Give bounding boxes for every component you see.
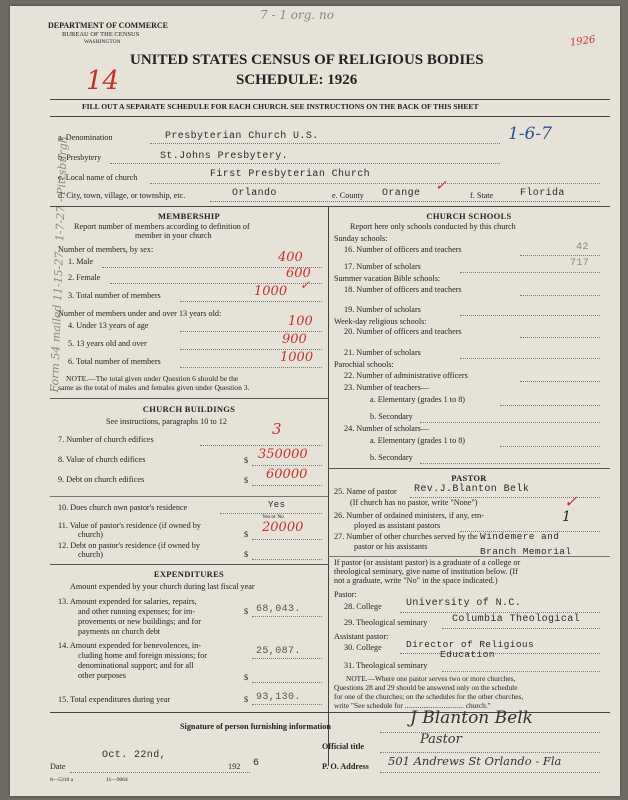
benevolences-label-4: other purposes xyxy=(78,671,126,680)
scholars-elementary-label: a. Elementary (grades 1 to 8) xyxy=(370,436,466,445)
signature-label: Signature of person furnishing information xyxy=(180,722,331,731)
date-value: Oct. 22nd, xyxy=(102,750,167,761)
assistant-ministers-label-2: ployed as assistant pastors xyxy=(354,521,441,530)
po-address: 501 Andrews St Orlando - Fla xyxy=(388,754,562,768)
benevolences-label-2: cluding home and foreign missions; for xyxy=(78,651,207,660)
pencil-annotation: 7 - 1 org. no xyxy=(260,8,334,22)
city-label: WASHINGTON xyxy=(84,39,121,45)
total-members-label: 3. Total number of members xyxy=(68,291,161,300)
summer-officers-label: 18. Number of officers and teachers xyxy=(344,285,462,294)
residence-value-label: 11. Value of pastor's residence (if owned by xyxy=(58,521,201,530)
residence-value: 20000 xyxy=(262,520,304,535)
dollar-sign: $ xyxy=(244,456,249,465)
department-label: DEPARTMENT OF COMMERCE xyxy=(48,21,169,30)
over-13-label: 5. 13 years old and over xyxy=(68,339,147,348)
other-churches-label: 27. Number of other churches served by the xyxy=(334,532,478,541)
presbytery-line xyxy=(110,163,500,164)
signature: J Blanton Belk xyxy=(410,708,533,728)
pastor-seminary-value: Columbia Theological xyxy=(452,614,581,625)
local-name-label: c. Local name of church xyxy=(58,173,138,182)
graduate-instruction-1: If pastor (or assistant pastor) is a graduate of a college or xyxy=(334,558,521,567)
over-13-value: 900 xyxy=(282,332,307,347)
other-purposes-line xyxy=(252,682,322,683)
total-checkmark: ✓ xyxy=(300,278,311,292)
signature-line xyxy=(380,732,600,733)
parochial-schools-label: Parochial schools: xyxy=(334,360,394,369)
total-members-value: 1000 xyxy=(254,284,288,299)
census-schedule-form xyxy=(10,6,620,796)
teachers-secondary-label: b. Secondary xyxy=(370,412,413,421)
members-by-sex-label: Number of members, by sex: xyxy=(58,245,154,254)
pastor-note-3: for one of the churches; on the schedules for the other churches, xyxy=(334,692,524,701)
under-13-value: 100 xyxy=(288,314,313,329)
dollar-sign: $ xyxy=(244,530,249,539)
weekday-scholars-line xyxy=(460,358,600,359)
total-members-age-line xyxy=(180,367,322,368)
pastor-college-value: University of N.C. xyxy=(406,598,522,609)
denomination-line xyxy=(150,143,500,144)
dollar-sign: $ xyxy=(244,695,249,704)
form-number: 8—5318 a xyxy=(50,777,74,783)
dollar-sign: $ xyxy=(244,550,249,559)
edifices-line xyxy=(200,445,322,446)
teachers-elementary-line xyxy=(500,405,600,406)
other-churches-label-2: pastor or his assistants xyxy=(354,542,428,551)
other-churches-value-1: Windemere and xyxy=(480,531,560,542)
running-expenses-label-3: provements or new buildings; and for xyxy=(78,617,202,626)
presbytery-value: St.Johns Presbytery. xyxy=(160,151,289,162)
header-rule xyxy=(50,99,610,100)
po-address-line xyxy=(380,772,600,773)
scholars-elementary-line xyxy=(500,446,600,447)
pastor-college-line xyxy=(400,612,600,613)
summer-schools-label: Summer vacation Bible schools: xyxy=(334,274,441,283)
scholars-secondary-line xyxy=(420,463,600,464)
scholars-secondary-label: b. Secondary xyxy=(370,453,413,462)
schedule-title: SCHEDULE: 1926 xyxy=(236,72,358,88)
section-top-rule xyxy=(50,206,610,207)
date-line xyxy=(70,772,250,773)
denomination-code: 1-6-7 xyxy=(508,124,552,144)
benevolences-value: 25,087. xyxy=(256,646,301,657)
pastor-education-label: Pastor: xyxy=(334,590,357,599)
benevolences-label-1: 14. Amount expended for benevolences, in- xyxy=(58,641,202,650)
presbytery-label: b. Presbytery xyxy=(58,153,102,162)
buildings-heading: CHURCH BUILDINGS xyxy=(142,404,236,414)
instruction-rule xyxy=(50,116,610,117)
state-value: Florida xyxy=(520,188,565,199)
schools-bottom-rule xyxy=(328,468,610,469)
pastor-note-2: Questions 28 and 29 should be answered only on the schedule xyxy=(334,683,518,692)
admin-officers-line xyxy=(520,381,600,382)
male-value: 400 xyxy=(278,250,303,265)
membership-note-2: same as the total of males and females given under Question 3. xyxy=(58,383,250,392)
age-intro-label: Number of members under and over 13 years old: xyxy=(58,309,222,318)
pastor-mid-rule xyxy=(328,556,610,557)
residence-value-line xyxy=(252,539,322,540)
scholars-label: 24. Number of scholars— xyxy=(344,424,430,433)
instruction-banner: FILL OUT A SEPARATE SCHEDULE FOR EACH CHURCH. SEE INSTRUCTIONS ON THE BACK OF THIS SHEET xyxy=(82,102,479,111)
sunday-schools-label: Sunday schools: xyxy=(334,234,388,243)
local-name-line xyxy=(150,183,600,184)
pastor-heading: PASTOR xyxy=(451,473,487,483)
official-title-line xyxy=(380,752,600,753)
state-label: f. State xyxy=(470,191,494,200)
pastor-seminary-label: 29. Theological seminary xyxy=(344,618,428,627)
assistant-college-value-1: Director of Religious xyxy=(406,639,535,650)
assistant-pastor-label: Assistant pastor: xyxy=(334,632,389,641)
official-title-label: Official title xyxy=(322,742,365,751)
pastor-seminary-line xyxy=(442,628,600,629)
sunday-scholars-line xyxy=(460,272,600,273)
assistant-college-line xyxy=(400,653,600,654)
residence-value-label-2: church) xyxy=(78,530,104,539)
yes-no-hint: Yes or No xyxy=(262,514,285,520)
female-label: 2. Female xyxy=(68,273,101,282)
edifice-debt-value: 60000 xyxy=(266,467,308,482)
edifice-value: 350000 xyxy=(258,447,308,462)
residence-debt-line xyxy=(252,559,322,560)
dollar-sign: $ xyxy=(244,476,249,485)
residence-debt-label: 12. Debt on pastor's residence (if owned by xyxy=(58,541,200,550)
membership-heading: MEMBERSHIP xyxy=(157,211,221,221)
pastor-name-label: 25. Name of pastor xyxy=(334,487,397,496)
schools-heading: CHURCH SCHOOLS xyxy=(426,211,512,221)
assistant-seminary-label: 31. Theological seminary xyxy=(344,661,428,670)
dollar-sign: $ xyxy=(244,607,249,616)
sunday-officers-label: 16. Number of officers and teachers xyxy=(344,245,462,254)
pastor-checkmark: ✓ xyxy=(564,492,578,511)
graduate-instruction-2: theological seminary, give name of institution below. (If xyxy=(334,567,518,576)
membership-intro-1: Report number of members according to definition of xyxy=(74,222,250,231)
female-line xyxy=(110,283,322,284)
assistant-college-label: 30. College xyxy=(344,643,382,652)
summer-officers-line xyxy=(520,295,600,296)
admin-officers-label: 22. Number of administrative officers xyxy=(344,371,468,380)
red-annotation-number: 14 xyxy=(86,66,120,96)
edifice-debt-line xyxy=(252,485,322,486)
other-churches-value-2: Branch Memorial xyxy=(480,546,572,557)
residence-debt-label-2: church) xyxy=(78,550,104,559)
buildings-intro: See instructions, paragraphs 10 to 12 xyxy=(106,417,227,426)
membership-note-1: NOTE.—The total given under Question 6 should be the xyxy=(66,374,239,383)
summer-scholars-label: 19. Number of scholars xyxy=(344,305,421,314)
year-suffix: 6 xyxy=(253,758,260,769)
city-value: Orlando xyxy=(232,188,277,199)
form-title: UNITED STATES CENSUS OF RELIGIOUS BODIES xyxy=(130,52,484,68)
buildings-mid-rule xyxy=(50,496,328,497)
edifice-debt-label: 9. Debt on church edifices xyxy=(58,475,145,484)
weekday-scholars-label: 21. Number of scholars xyxy=(344,348,421,357)
church-edifices-label: 7. Number of church edifices xyxy=(58,435,154,444)
running-expenses-label-1: 13. Amount expended for salaries, repairs, xyxy=(58,597,197,606)
sunday-scholars-value: 717 xyxy=(570,258,590,269)
buildings-bottom-rule xyxy=(50,564,328,565)
year-prefix: 192 xyxy=(228,762,241,771)
total-members-line xyxy=(180,301,322,302)
edifice-value-line xyxy=(252,465,322,466)
county-checkmark: ✓ xyxy=(435,178,447,194)
dollar-sign: $ xyxy=(244,673,249,682)
county-value: Orange xyxy=(382,188,421,199)
column-divider xyxy=(328,206,329,766)
local-name-value: First Presbyterian Church xyxy=(210,169,371,180)
total-expenditures-value: 93,130. xyxy=(256,692,301,703)
assistant-seminary-line xyxy=(442,671,600,672)
county-label: e. County xyxy=(332,191,364,200)
weekday-officers-label: 20. Number of officers and teachers xyxy=(344,327,462,336)
total-members-age-value: 1000 xyxy=(280,350,314,365)
pastor-name-note: (If church has no pastor, write "None") xyxy=(350,498,478,507)
teachers-label: 23. Number of teachers— xyxy=(344,383,430,392)
weekday-officers-line xyxy=(520,337,600,338)
print-number: 11—9064 xyxy=(106,777,128,783)
official-title: Pastor xyxy=(420,732,462,747)
male-label: 1. Male xyxy=(68,257,94,266)
sunday-scholars-label: 17. Number of scholars xyxy=(344,262,421,271)
owns-residence-value: Yes xyxy=(268,500,286,510)
owns-residence-label: 10. Does church own pastor's residence xyxy=(58,503,188,512)
total-members-age-label: 6. Total number of members xyxy=(68,357,161,366)
running-expenses-label-2: and other running expenses; for im- xyxy=(78,607,196,616)
pastor-note-4: write "See schedule for ................................ church." xyxy=(334,701,491,710)
benevolences-label-3: denominational support; and for all xyxy=(78,661,194,670)
denomination-label: a. Denomination xyxy=(58,133,113,142)
assistant-college-value-2: Education xyxy=(440,649,495,660)
expenditures-heading: EXPENDITURES xyxy=(153,569,225,579)
graduate-instruction-3: not a graduate, write "No" in the space indicated.) xyxy=(334,576,498,585)
date-label: Date xyxy=(50,762,66,771)
pastor-note-1: NOTE.—Where one pastor serves two or more churches, xyxy=(346,674,516,683)
weekday-schools-label: Week-day religious schools: xyxy=(334,317,427,326)
sunday-officers-value: 42 xyxy=(576,242,589,253)
assistant-ministers-value: 1 xyxy=(562,509,571,525)
bureau-label: BUREAU OF THE CENSUS xyxy=(62,31,140,38)
city-label: d. City, town, village, or township, etc. xyxy=(58,191,186,200)
summer-scholars-line xyxy=(460,315,600,316)
total-expenditures-line xyxy=(252,704,322,705)
female-value: 600 xyxy=(286,266,311,281)
denomination-value: Presbyterian Church U.S. xyxy=(165,131,319,142)
edifice-value-label: 8. Value of church edifices xyxy=(58,455,146,464)
pastor-name-value: Rev.J.Blanton Belk xyxy=(414,484,530,495)
membership-bottom-rule xyxy=(50,398,328,399)
assistant-ministers-label: 26. Number of ordained ministers, if any, em- xyxy=(334,511,484,520)
city-line xyxy=(210,201,600,202)
church-edifices-value: 3 xyxy=(272,420,282,438)
running-expenses-label-4: payments on church debt xyxy=(78,627,161,636)
red-annotation-year: 1926 xyxy=(569,34,597,49)
running-expenses-value: 68,043. xyxy=(256,604,301,615)
teachers-secondary-line xyxy=(420,422,600,423)
benevolences-line xyxy=(252,658,322,659)
expenditures-intro: Amount expended by your church during last fiscal year xyxy=(70,582,255,591)
total-expenditures-label: 15. Total expenditures during year xyxy=(58,695,171,704)
sunday-officers-line xyxy=(520,255,600,256)
po-address-label: P. O. Address xyxy=(322,762,369,771)
pastor-college-label: 28. College xyxy=(344,602,382,611)
schools-intro: Report here only schools conducted by this church xyxy=(350,222,516,231)
under-13-label: 4. Under 13 years of age xyxy=(68,321,149,330)
membership-intro-2: member in your church xyxy=(135,231,212,240)
running-expenses-line xyxy=(252,616,322,617)
teachers-elementary-label: a. Elementary (grades 1 to 8) xyxy=(370,395,466,404)
margin-pencil-note: Form 54 mailed 11-15-27 · 1-7-27 - Pittsburgh xyxy=(47,135,70,393)
